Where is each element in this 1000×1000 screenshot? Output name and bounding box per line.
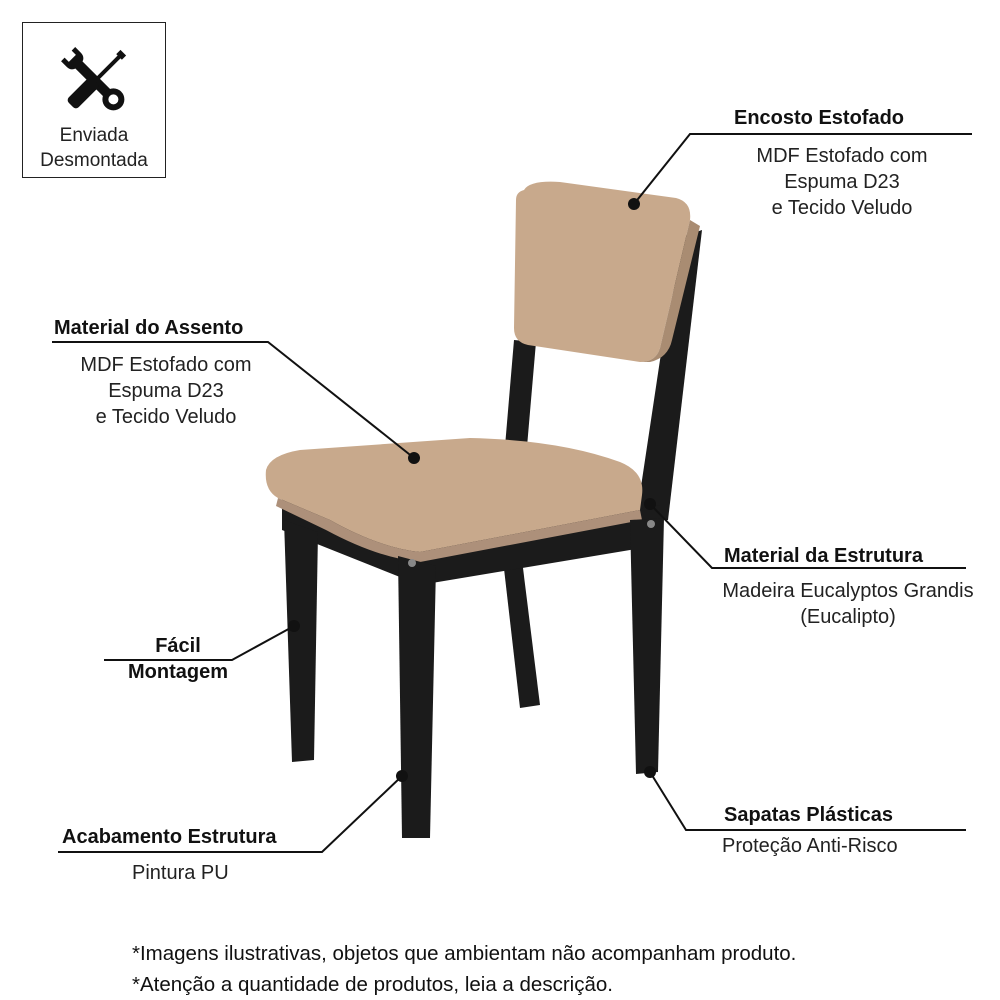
callout-desc-estrutura [696, 578, 1000, 630]
callout-desc-acabamento: Pintura PU [132, 862, 229, 884]
badge-line-2: Desmontada [40, 150, 148, 171]
callout-desc-encosto [726, 143, 958, 221]
note-line: *Atenção a quantidade de produtos, leia a descrição. [132, 973, 613, 996]
rear-right-leg [630, 518, 664, 774]
screw [647, 520, 655, 528]
callout-title-assento: Material do Assento [54, 317, 244, 339]
rear-left-leg [503, 560, 540, 708]
disclaimer-notes [132, 938, 796, 1000]
callout-dot [288, 620, 300, 632]
desc-line: Espuma D23 [784, 171, 900, 193]
callout-title-estrutura: Material da Estrutura [724, 545, 923, 567]
callout-dot [408, 452, 420, 464]
badge-line-1: Enviada [59, 125, 129, 146]
callout-dot [396, 770, 408, 782]
desc-line: e Tecido Veludo [95, 406, 237, 428]
callout-title-montagem [108, 633, 248, 685]
callout-title-encosto: Encosto Estofado [734, 107, 905, 129]
callout-dot [644, 498, 656, 510]
desc-line: Espuma D23 [108, 380, 224, 402]
callout-dot [628, 198, 640, 210]
note-line: *Imagens ilustrativas, objetos que ambientam não acompanham produto. [132, 942, 797, 965]
desc-line: e Tecido Veludo [771, 197, 913, 219]
desc-line: MDF Estofado com [756, 145, 928, 167]
front-right-leg [398, 556, 436, 838]
desc-line: MDF Estofado com [80, 354, 252, 376]
callout-title-acabamento: Acabamento Estrutura [62, 826, 277, 848]
title-line: Montagem [128, 661, 228, 683]
title-line: Fácil [155, 635, 201, 657]
screw [408, 559, 416, 567]
callout-desc-assento [50, 352, 282, 430]
desc-line: (Eucalipto) [800, 606, 896, 628]
front-left-leg [284, 520, 318, 762]
callout-desc-sapatas: Proteção Anti-Risco [722, 835, 898, 857]
callout-dot [644, 766, 656, 778]
callout-title-sapatas: Sapatas Plásticas [724, 804, 893, 826]
desc-line: Madeira Eucalyptos Grandis [722, 580, 974, 602]
